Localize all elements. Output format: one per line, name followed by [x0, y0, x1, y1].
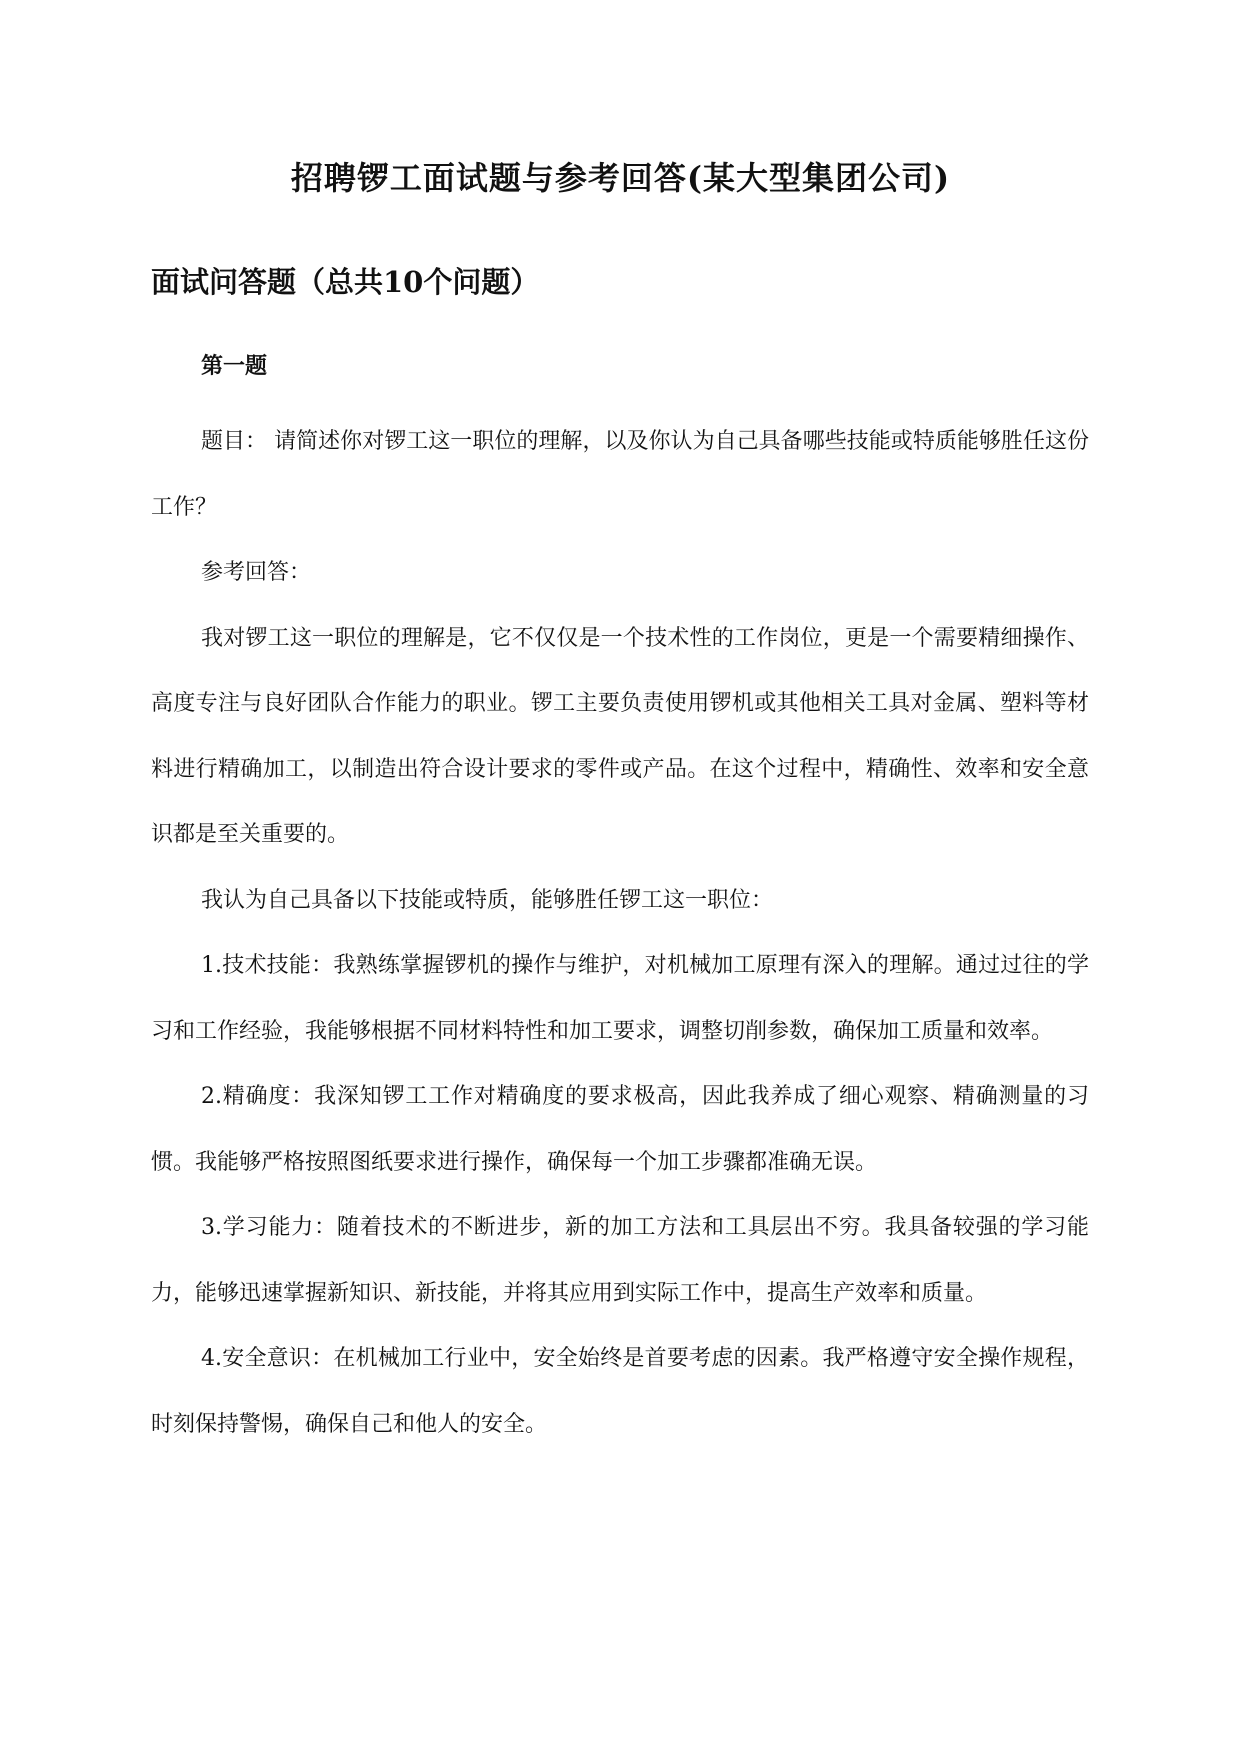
skill-item: 3.学习能力：随着技术的不断进步，新的加工方法和工具层出不穷。我具备较强的学习能力，能够迅速掌握新知识、新技能，并将其应用到实际工作中，提高生产效率和质量。: [151, 1215, 1089, 1306]
answer-label: 参考回答：: [201, 560, 312, 585]
document-title: 招聘锣工面试题与参考回答(某大型集团公司): [290, 159, 951, 197]
skill-item: 2.精确度：我深知锣工工作对精确度的要求极高，因此我养成了细心观察、精确测量的习惯。我能够严格按照图纸要求进行操作，确保每一个加工步骤都准确无误。: [151, 1084, 1089, 1175]
answer-paragraph: 我对锣工这一职位的理解是，它不仅仅是一个技术性的工作岗位，更是一个需要精细操作、高度专注与良好团队合作能力的职业。锣工主要负责使用锣机或其他相关工具对金属、塑料等材料进行精确加工，以制造出符合设计要求的零件或产品。在这个过程中，精确性、效率和安全意识都是至关重要的。: [151, 625, 1089, 847]
question-text: 题目： 请简述你对锣工这一职位的理解，以及你认为自己具备哪些技能或特质能够胜任这份工作？: [151, 429, 1089, 520]
skill-item: 1.技术技能：我熟练掌握锣机的操作与维护，对机械加工原理有深入的理解。通过过往的学习和工作经验，我能够根据不同材料特性和加工要求，调整切削参数，确保加工质量和效率。: [151, 953, 1089, 1044]
document-body: [151, 409, 1089, 1457]
question-heading: 第一题: [201, 353, 268, 379]
skill-item: 4.安全意识：在机械加工行业中，安全始终是首要考虑的因素。我严格遵守安全操作规程，时刻保持警惕，确保自己和他人的安全。: [151, 1346, 1089, 1437]
section-heading: 面试问答题（总共10个问题）: [151, 265, 540, 299]
answer-paragraph: 我认为自己具备以下技能或特质，能够胜任锣工这一职位：: [201, 887, 774, 913]
